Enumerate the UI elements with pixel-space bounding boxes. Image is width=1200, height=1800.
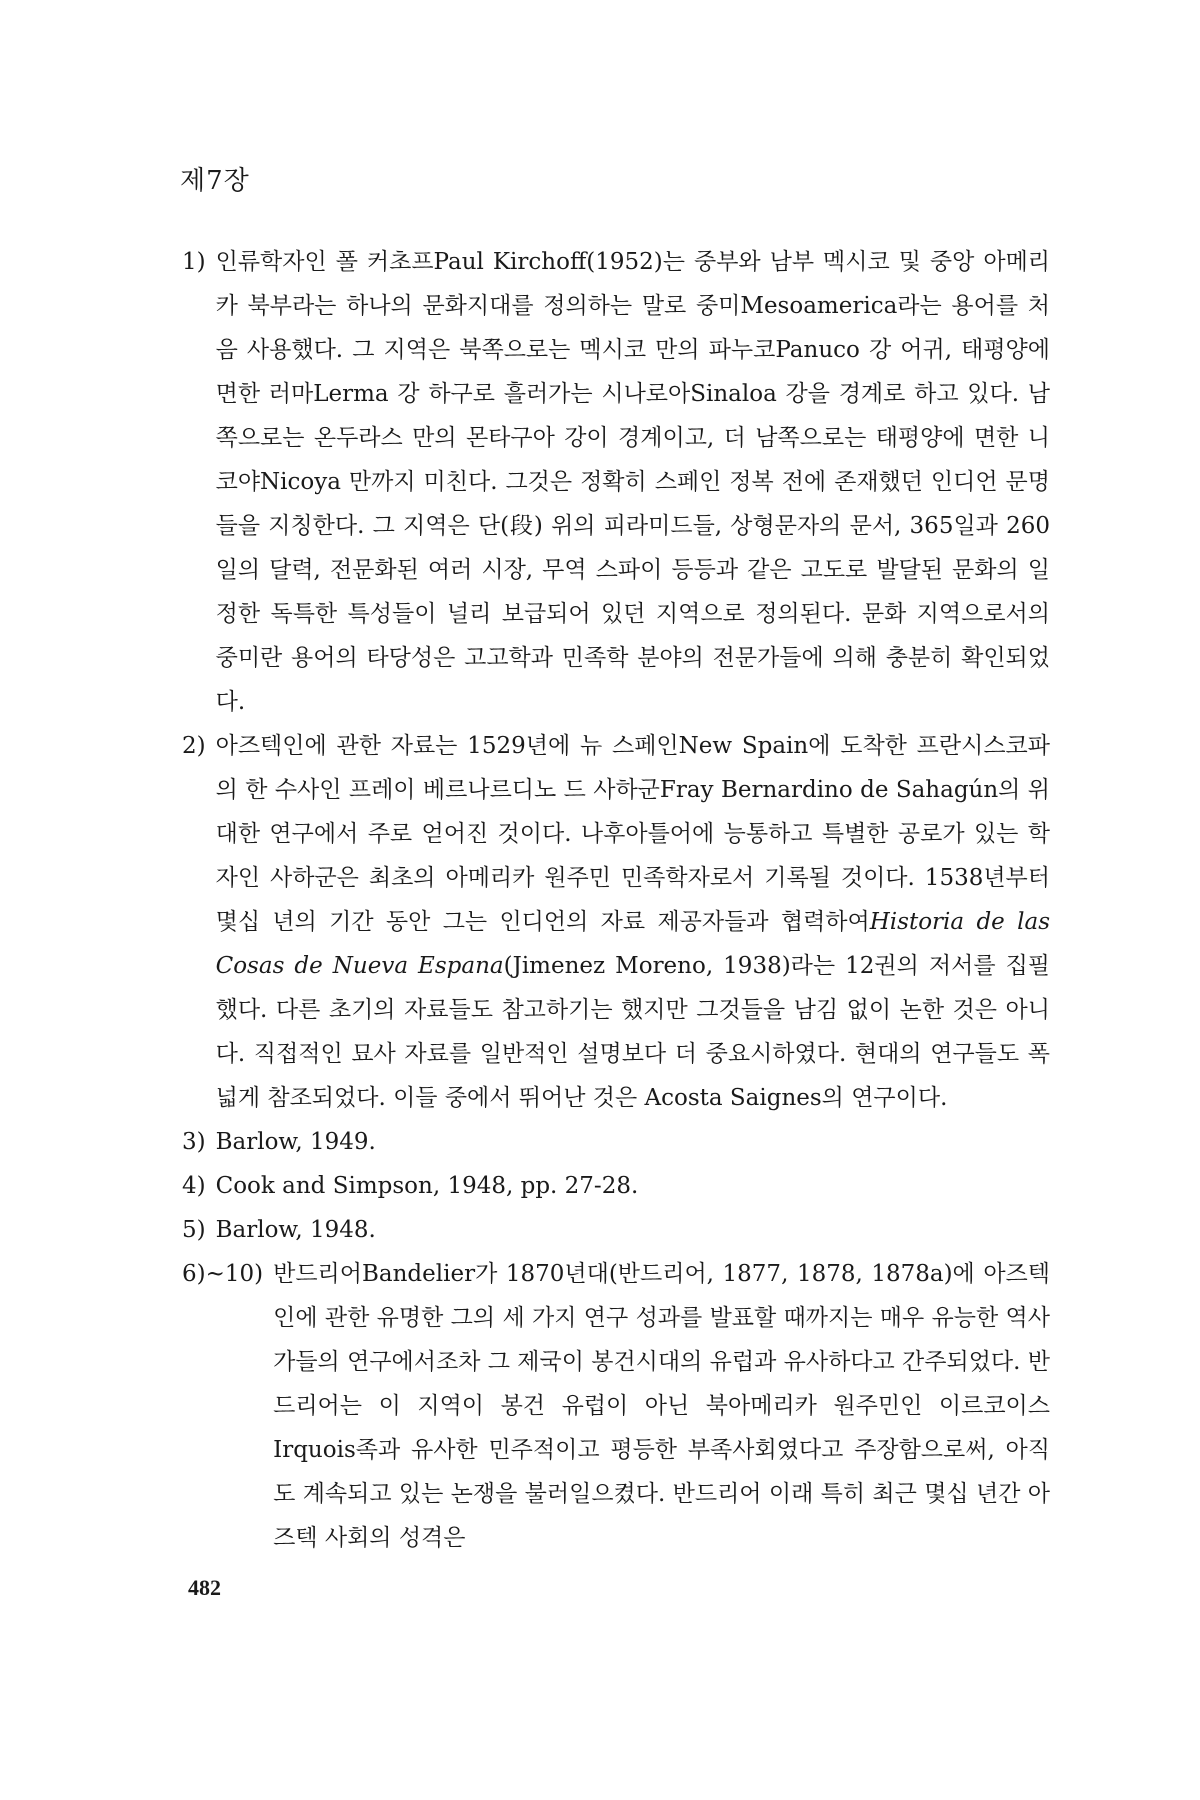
endnote-1	[182, 240, 1050, 724]
endnote-text-part: 아즈텍인에 관한 자료는 1529년에 뉴 스페인New Spain에 도착한 프란시스코파의 한 수사인 프레이 베르나르디노 드 사하군Fray Bernardino de Sahagún의 위대한 연구에서 주로 얻어진 것이다. 나후아틀어에 능통하고 특별한 공로가 있는 학자인 사하군은 최초의 아메리카 원주민 민족학자로서 기록될 것이다. 1538년부터 몇십 년의 기간 동안 그는 인디언의 자료 제공자들과 협력하여	[215, 733, 1050, 935]
endnote-number: 3)	[182, 1129, 206, 1155]
endnote-text: 인류학자인 폴 커초프Paul Kirchoff(1952)는 중부와 남부 멕시코 및 중앙 아메리카 북부라는 하나의 문화지대를 정의하는 말로 중미Mesoamerica라는 용어를 처음 사용했다. 그 지역은 북쪽으로는 멕시코 만의 파누코Panuco 강 어귀, 태평양에 면한 러마Lerma 강 하구로 흘러가는 시나로아Sinaloa 강을 경계로 하고 있다. 남쪽으로는 온두라스 만의 몬타구아 강이 경계이고, 더 남쪽으로는 태평양에 면한 니코야Nicoya 만까지 미친다. 그것은 정확히 스페인 정복 전에 존재했던 인디언 문명들을 지칭한다. 그 지역은 단(段) 위의 피라미드들, 상형문자의 문서, 365일과 260일의 달력, 전문화된 여러 시장, 무역 스파이 등등과 같은 고도로 발달된 문화의 일정한 독특한 특성들이 널리 보급되어 있던 지역으로 정의된다. 문화 지역으로서의 중미란 용어의 타당성은 고고학과 민족학 분야의 전문가들에 의해 충분히 확인되었다.	[215, 249, 1050, 715]
endnote-5	[182, 1208, 1050, 1252]
endnote-text: Barlow, 1948.	[215, 1217, 376, 1243]
endnotes-list	[182, 240, 1050, 1560]
endnote-4	[182, 1164, 1050, 1208]
endnote-number: 1)	[182, 249, 206, 275]
endnote-2	[182, 724, 1050, 1120]
endnote-number: 5)	[182, 1217, 206, 1243]
endnote-6-10	[182, 1252, 1050, 1560]
chapter-heading: 제7장	[180, 166, 250, 196]
page-number: 482	[188, 1575, 221, 1600]
book-title: Historia de las Cosas de Nueva Espana	[215, 909, 1050, 979]
endnote-text	[216, 724, 1050, 1120]
endnote-text: Cook and Simpson, 1948, pp. 27-28.	[215, 1173, 639, 1199]
endnote-number: 2)	[182, 733, 206, 759]
endnote-text: 반드리어Bandelier가 1870년대(반드리어, 1877, 1878, 1878a)에 아즈텍인에 관한 유명한 그의 세 가지 연구 성과를 발표할 때까지는 매우 유능한 역사가들의 연구에서조차 그 제국이 봉건시대의 유럽과 유사하다고 간주되었다. 반드리어는 이 지역이 봉건 유럽이 아닌 북아메리카 원주민인 이르코이스Irquois족과 유사한 민주적이고 평등한 부족사회였다고 주장함으로써, 아직도 계속되고 있는 논쟁을 불러일으켰다. 반드리어 이래 특히 최근 몇십 년간 아즈텍 사회의 성격은	[273, 1261, 1050, 1551]
endnote-text-part: (Jimenez Moreno, 1938)라는 12권의 저서를 집필했다. 다른 초기의 자료들도 참고하기는 했지만 그것들을 남김 없이 논한 것은 아니다. 직접적인 묘사 자료를 일반적인 설명보다 더 중요시하였다. 현대의 연구들도 폭넓게 참조되었다. 이들 중에서 뛰어난 것은 Acosta Saignes의 연구이다.	[215, 953, 1051, 1111]
endnote-3	[182, 1120, 1050, 1164]
endnote-number: 4)	[182, 1173, 206, 1199]
endnote-number: 6)~10)	[182, 1261, 264, 1287]
endnote-text: Barlow, 1949.	[215, 1129, 376, 1155]
